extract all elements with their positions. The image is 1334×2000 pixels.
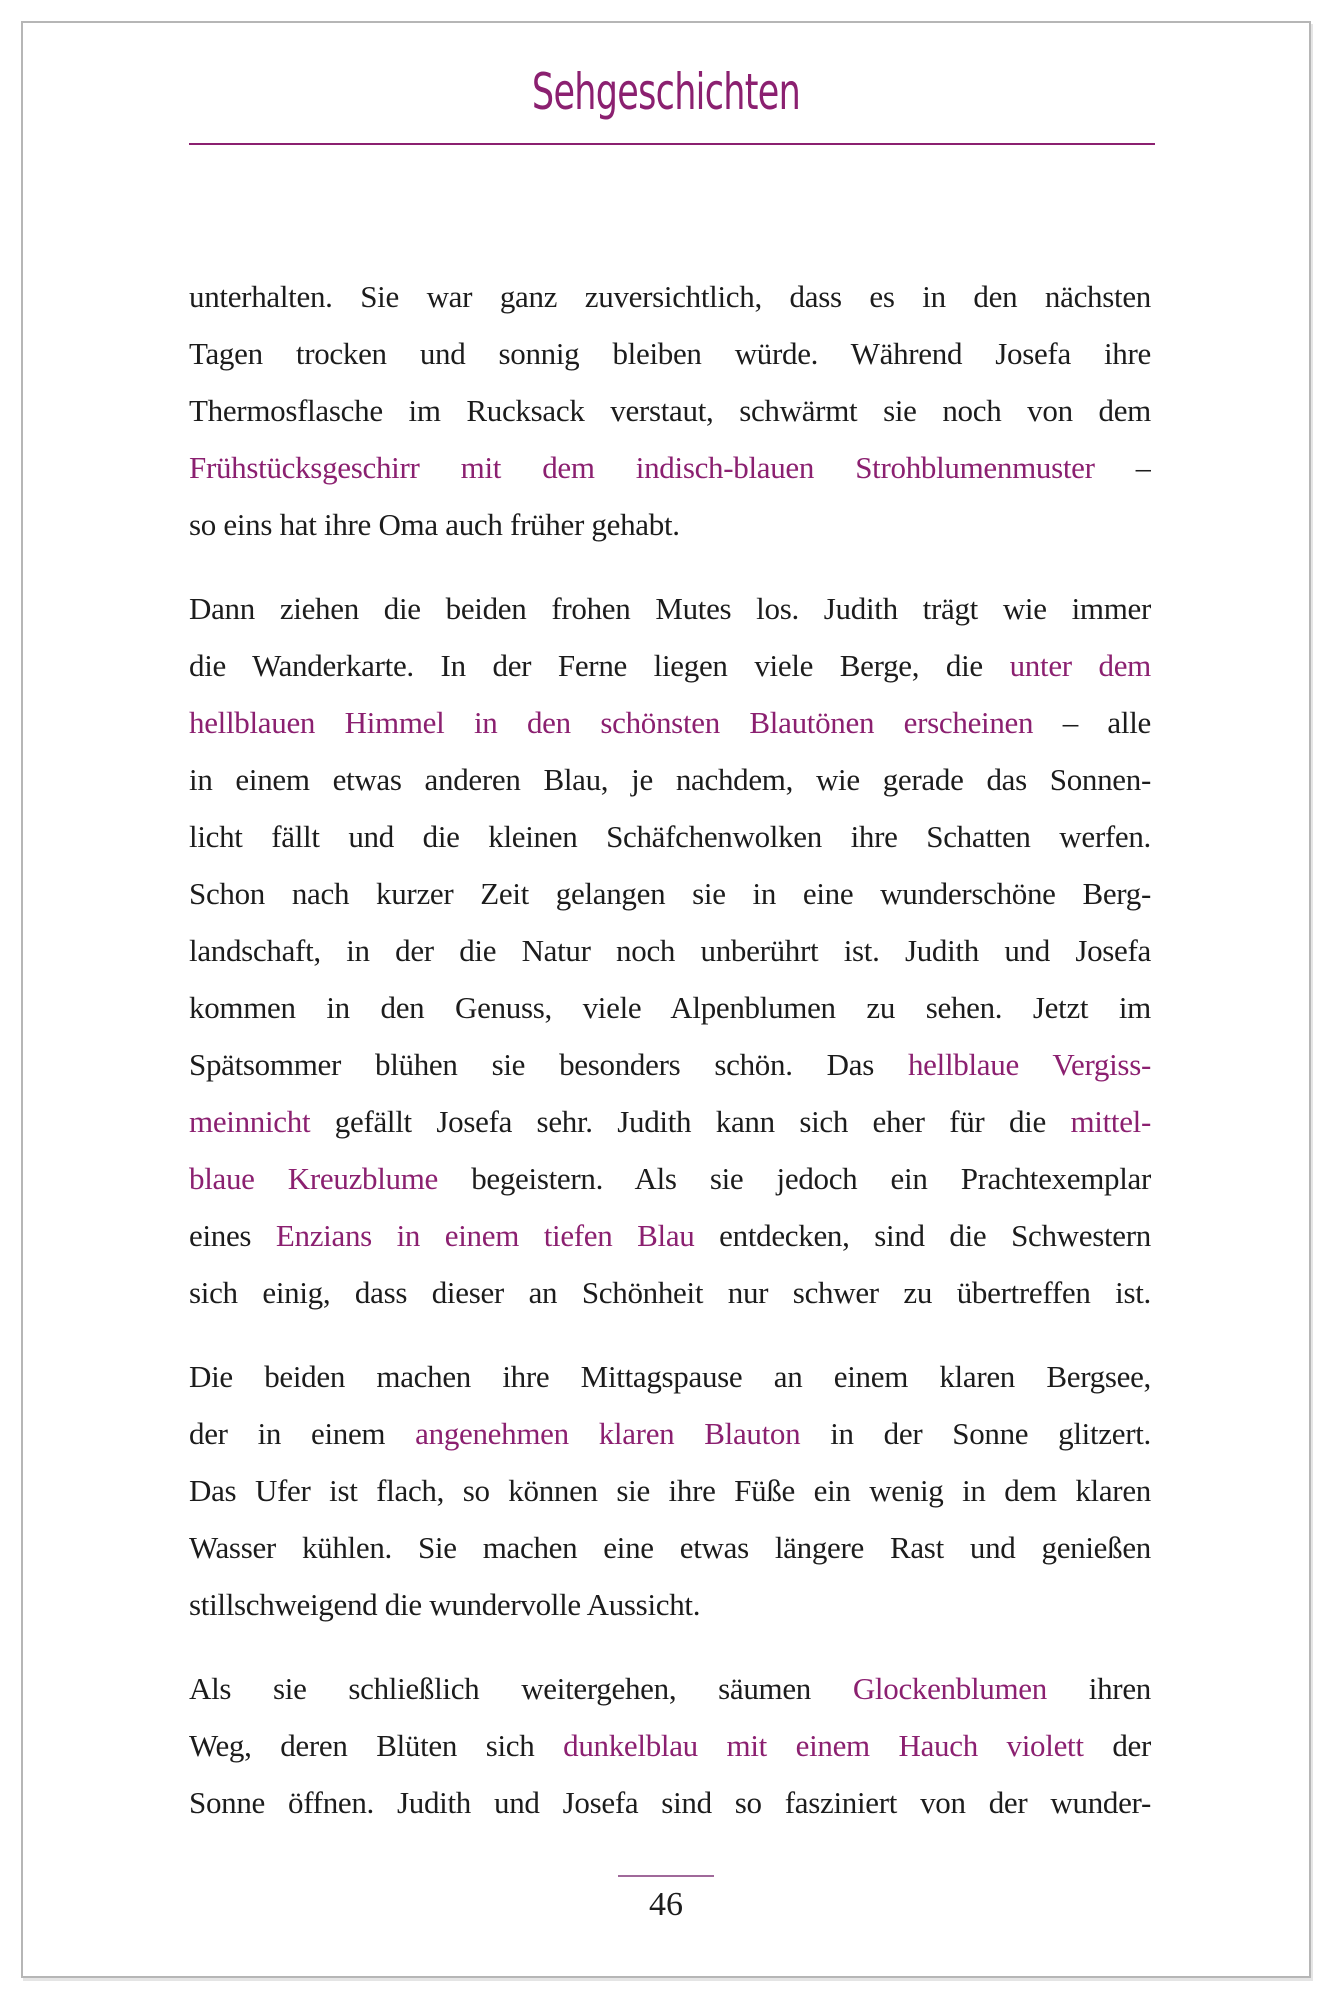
body-text: landschaft, in der die Natur noch unberührt ist. Judith und Josefa (189, 933, 1151, 968)
page-title: Sehgeschichten (531, 63, 801, 121)
text-line (189, 865, 1151, 922)
text-line (189, 922, 1151, 979)
text-line (189, 637, 1151, 694)
body-text: kommen in den Genuss, viele Alpenblumen zu sehen. Jetzt im (189, 990, 1151, 1025)
text-line (189, 325, 1151, 382)
text-line (189, 1207, 1151, 1264)
highlighted-text: blaue Kreuzblume (189, 1161, 439, 1196)
text-line (189, 496, 1151, 553)
body-text: – (1094, 450, 1151, 485)
body-text: Spätsommer blühen sie besonders schön. Das (189, 1047, 908, 1082)
body-text: Wasser kühlen. Sie machen eine etwas längere Rast und genießen (189, 1530, 1151, 1565)
body-text: Sonne öffnen. Judith und Josefa sind so fasziniert von der wunder- (189, 1785, 1151, 1820)
body-text: begeistern. Als sie jedoch ein Prachtexemplar (438, 1161, 1151, 1196)
paragraph (189, 1660, 1151, 1831)
highlighted-text: hellblaue Vergiss- (907, 1047, 1151, 1082)
body-text: Thermosflasche im Rucksack verstaut, schwärmt sie noch von dem (189, 393, 1151, 428)
body-text: entdecken, sind die Schwestern (694, 1218, 1151, 1253)
text-line (189, 580, 1151, 637)
text-line (189, 1264, 1151, 1321)
footer-rule (618, 1875, 714, 1877)
text-line (189, 1576, 1151, 1633)
body-text: Dann ziehen die beiden frohen Mutes los. Judith trägt wie immer (189, 591, 1151, 626)
body-text: unterhalten. Sie war ganz zuversichtlich, dass es in den nächsten (189, 279, 1151, 314)
text-line (189, 439, 1151, 496)
body-text: stillschweigend die wundervolle Aussicht. (189, 1587, 701, 1622)
book-page (21, 21, 1311, 1978)
text-line (189, 1519, 1151, 1576)
highlighted-text: mittel- (1070, 1104, 1151, 1139)
highlighted-text: Glockenblumen (852, 1671, 1047, 1706)
body-text: Tagen trocken und sonnig bleiben würde. Während Josefa ihre (189, 336, 1151, 371)
text-line (189, 1717, 1151, 1774)
body-text: Das Ufer ist flach, so können sie ihre Füße ein wenig in dem klaren (189, 1473, 1151, 1508)
highlighted-text: Enzians in einem tiefen Blau (275, 1218, 695, 1253)
story-text (189, 268, 1151, 1858)
header-rule (189, 143, 1155, 145)
body-text: eines (189, 1218, 276, 1253)
body-text: ihren (1046, 1671, 1151, 1706)
body-text: der in einem (189, 1416, 416, 1451)
page-number: 46 (649, 1886, 683, 1923)
text-line (189, 979, 1151, 1036)
body-text: gefällt Josefa sehr. Judith kann sich eher für die (310, 1104, 1071, 1139)
text-line (189, 1774, 1151, 1831)
highlighted-text: unter dem (1009, 648, 1151, 683)
text-line (189, 1660, 1151, 1717)
text-line (189, 694, 1151, 751)
body-text: licht fällt und die kleinen Schäfchenwolken ihre Schatten werfen. (189, 819, 1151, 854)
text-line (189, 1150, 1151, 1207)
highlighted-text: angenehmen klaren Blauton (415, 1416, 801, 1451)
text-line (189, 268, 1151, 325)
body-text: sich einig, dass dieser an Schönheit nur schwer zu übertreffen ist. (189, 1275, 1151, 1310)
text-line (189, 1462, 1151, 1519)
body-text: Weg, deren Blüten sich (189, 1728, 564, 1763)
text-line (189, 808, 1151, 865)
body-text: der (1083, 1728, 1151, 1763)
highlighted-text: hellblauen Himmel in den schönsten Blautönen erscheinen (189, 705, 1034, 740)
body-text: Als sie schließlich weitergehen, säumen (189, 1671, 853, 1706)
paragraph (189, 1348, 1151, 1633)
highlighted-text: meinnicht (189, 1104, 311, 1139)
body-text: in der Sonne glitzert. (800, 1416, 1151, 1451)
text-line (189, 751, 1151, 808)
highlighted-text: Frühstücksgeschirr mit dem indisch-blauen Strohblumenmuster (189, 450, 1095, 485)
highlighted-text: dunkelblau mit einem Hauch violett (563, 1728, 1084, 1763)
body-text: die Wanderkarte. In der Ferne liegen viele Berge, die (189, 648, 1010, 683)
body-text: so eins hat ihre Oma auch früher gehabt. (189, 507, 680, 542)
body-text: Schon nach kurzer Zeit gelangen sie in eine wunderschöne Berg- (189, 876, 1151, 911)
text-line (189, 1093, 1151, 1150)
text-line (189, 1348, 1151, 1405)
paragraph (189, 580, 1151, 1321)
body-text: Die beiden machen ihre Mittagspause an einem klaren Bergsee, (189, 1359, 1151, 1394)
paragraph (189, 268, 1151, 553)
body-text: – alle (1033, 705, 1151, 740)
text-line (189, 1405, 1151, 1462)
text-line (189, 1036, 1151, 1093)
text-line (189, 382, 1151, 439)
body-text: in einem etwas anderen Blau, je nachdem, wie gerade das Sonnen- (189, 762, 1151, 797)
